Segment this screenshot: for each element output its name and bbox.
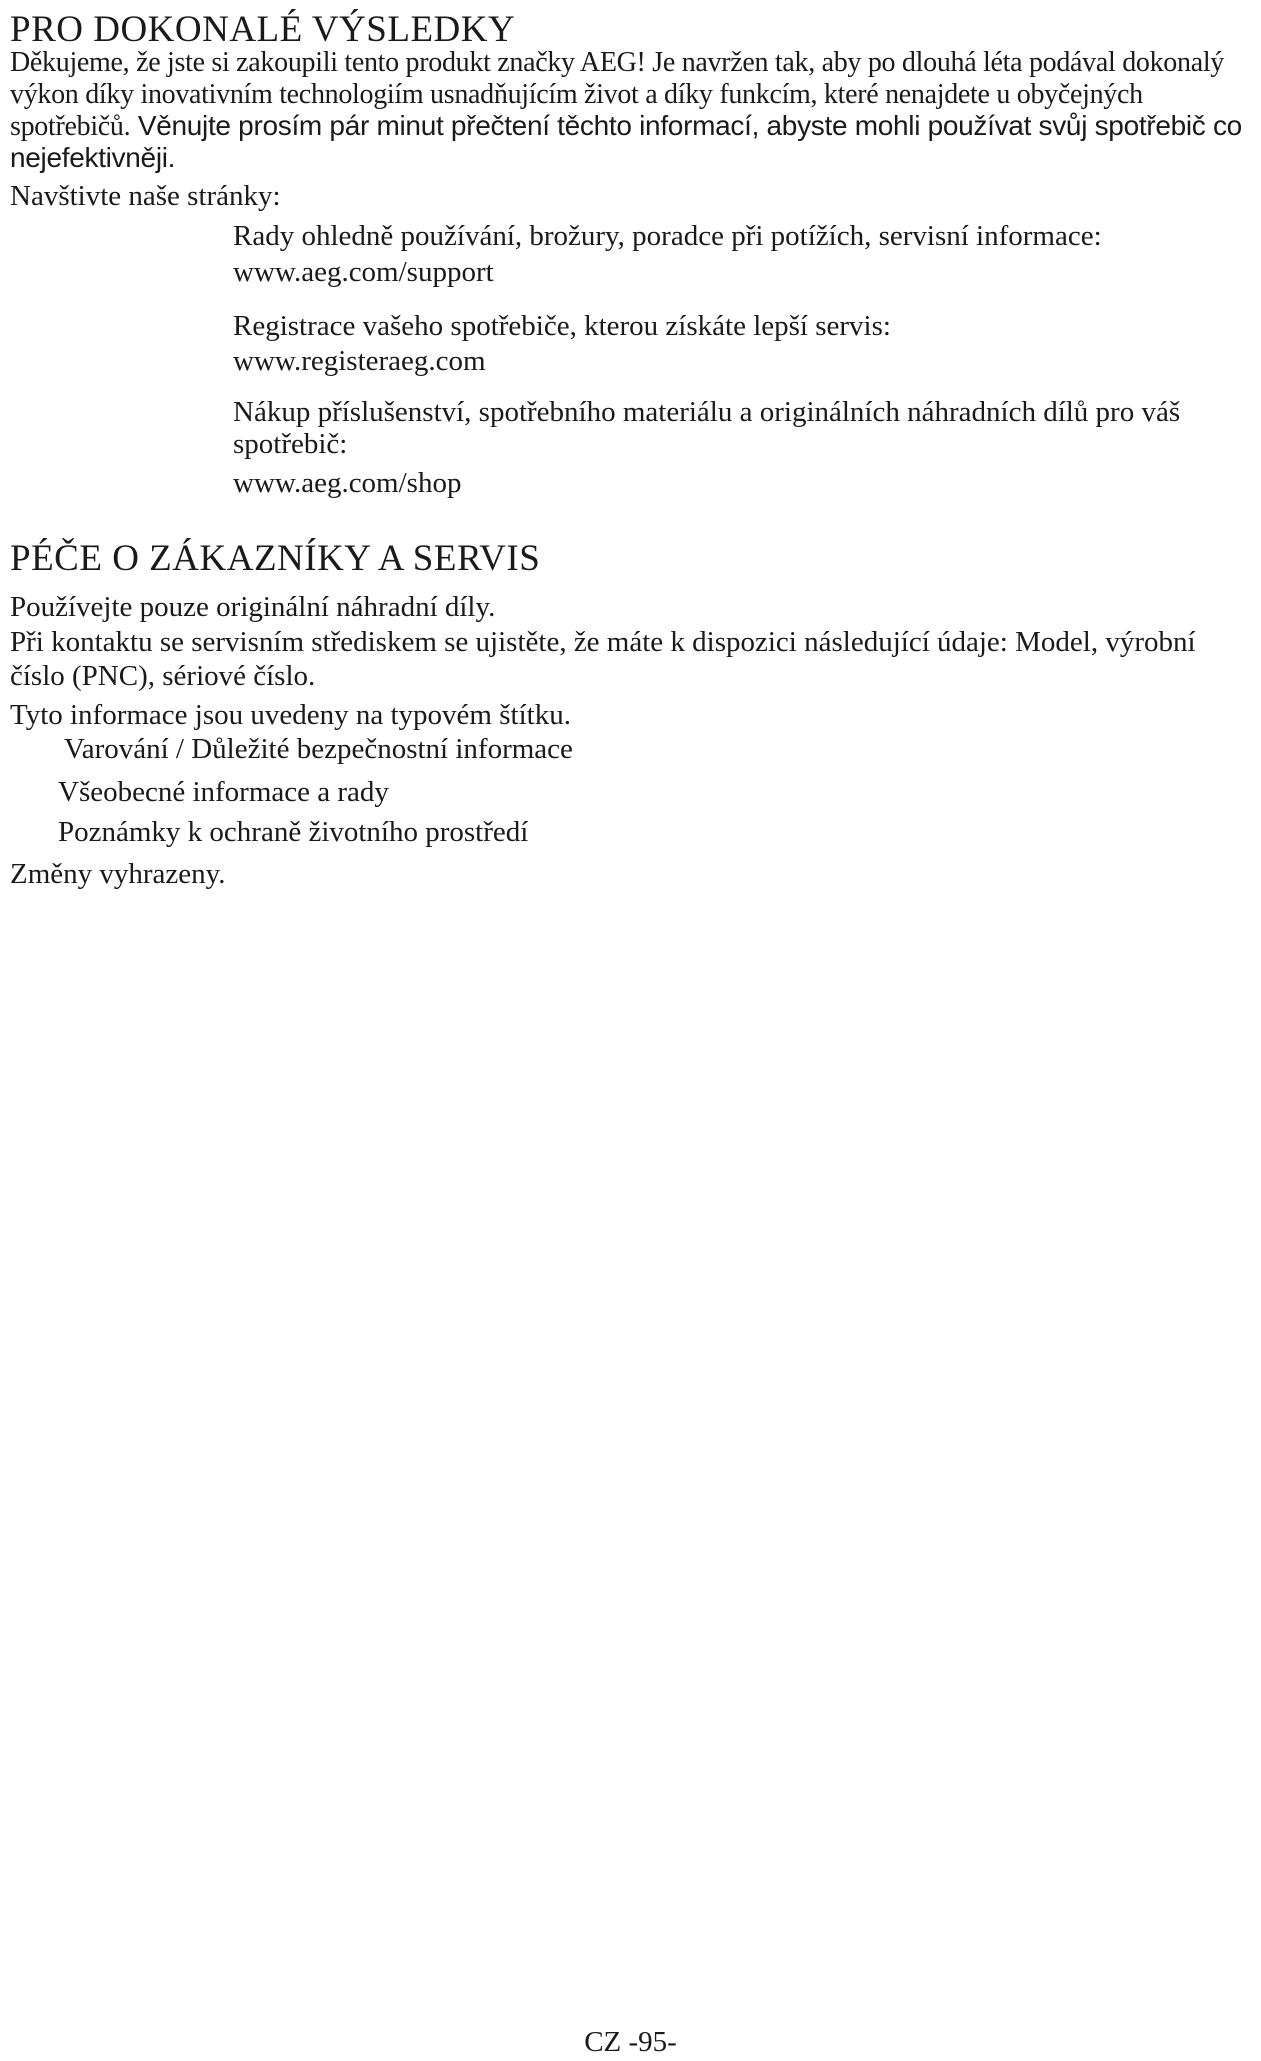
genuine-parts-paragraph: Používejte pouze originální náhradní díly.: [10, 591, 496, 623]
shop-description: Nákup příslušenství, spotřebního materiálu a originálních náhradních dílů pro váš spotřebič:: [233, 396, 1181, 460]
service-contact-paragraph: Při kontaktu se servisním střediskem se ujistěte, že máte k dispozici následující údaje: Model, výrobní číslo (PNC), sériové číslo.: [10, 626, 1196, 692]
support-description: Rady ohledně používání, brožury, poradce při potížích, servisní informace:: [233, 220, 1102, 252]
section-heading-best-results: PRO DOKONALÉ VÝSLEDKY: [10, 9, 516, 50]
intro-text-part2: Věnujte prosím pár minut přečtení těchto informací, abyste mohli používat svůj spotřebič co nejefektivněji.: [10, 110, 1242, 173]
environment-legend-text: Poznámky k ochraně životního prostředí: [58, 816, 529, 848]
warning-legend-text: Varování / Důležité bezpečnostní informace: [64, 733, 573, 765]
environment-legend: [58, 816, 528, 849]
support-link[interactable]: www.aeg.com/support: [233, 256, 494, 288]
changes-reserved: Změny vyhrazeny.: [10, 858, 226, 890]
intro-text-part1: Děkujeme, že jste si zakoupili tento produkt značky AEG! Je navržen tak, aby po dlouhá léta podával dokonalý výkon díky inovativním technologiím usnadňujícím život a díky funkcím, které nenajdete u obyčejných spotřebičů.: [10, 47, 1224, 142]
intro-paragraph: [10, 46, 1255, 173]
register-description: Registrace vašeho spotřebiče, kterou získáte lepší servis:: [233, 310, 891, 342]
register-link[interactable]: www.registeraeg.com: [233, 345, 486, 377]
page-number: CZ -95-: [584, 2026, 677, 2058]
general-info-legend-text: Všeobecné informace a rady: [58, 776, 389, 808]
section-heading-customer-care: PÉČE O ZÁKAZNÍKY A SERVIS: [10, 538, 541, 579]
general-info-legend: [58, 776, 389, 809]
rating-plate-paragraph: Tyto informace jsou uvedeny na typovém štítku.: [10, 699, 571, 731]
warning-legend: [64, 733, 573, 766]
shop-link[interactable]: www.aeg.com/shop: [233, 467, 462, 499]
visit-label: Navštivte naše stránky:: [10, 180, 281, 212]
